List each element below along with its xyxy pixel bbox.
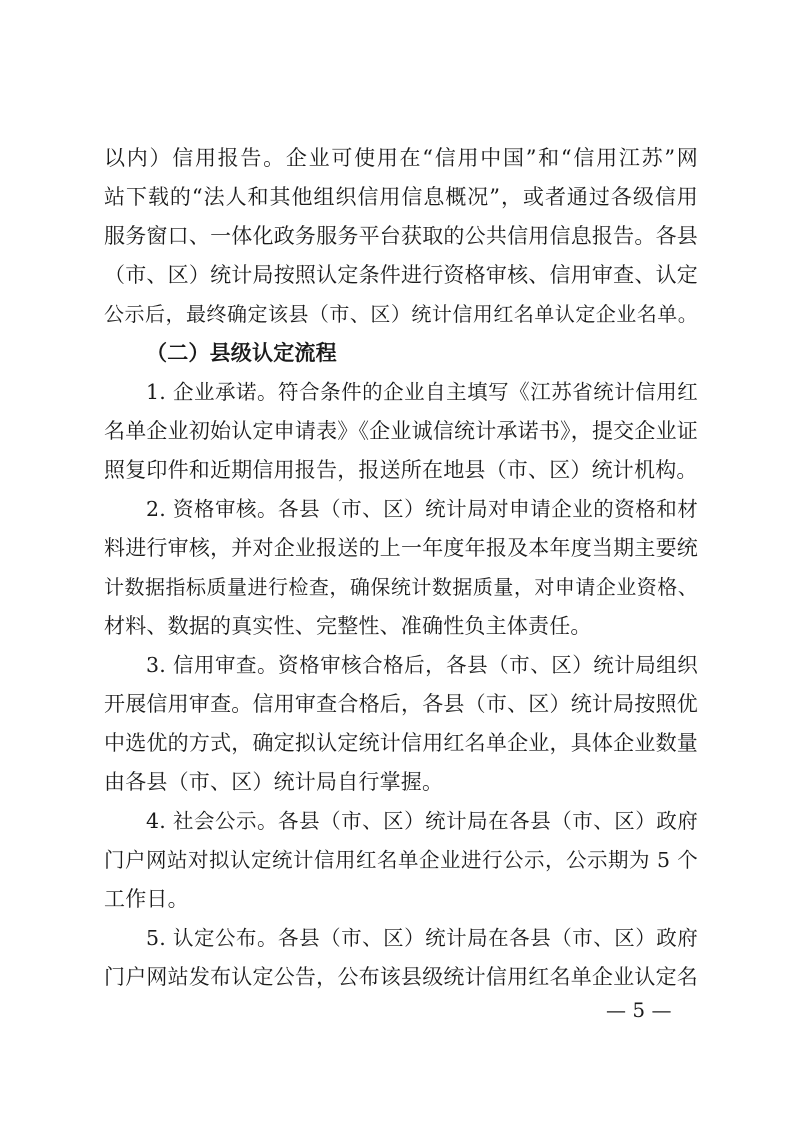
body-text-line: 开展信用审查。信用审查合格后，各县（市、区）统计局按照优 [104,692,698,716]
body-text-line: 以内）信用报告。企业可使用在“信用中国”和“信用江苏”网 [104,146,698,170]
body-text-line: 照复印件和近期信用报告，报送所在地县（市、区）统计机构。 [104,458,698,482]
body-text-line: 门户网站对拟认定统计信用红名单企业进行公示，公示期为 5 个 [104,848,698,872]
body-text-line: 料进行审核，并对企业报送的上一年度年报及本年度当期主要统 [104,536,698,560]
section-heading: （二）县级认定流程 [146,341,337,365]
body-text-line: 工作日。 [104,887,189,911]
body-text-line: 名单企业初始认定申请表》《企业诚信统计承诺书》，提交企业证 [104,419,698,443]
body-text-line: 公示后，最终确定该县（市、区）统计信用红名单认定企业名单。 [104,302,698,326]
paragraph-first-line: 4. 社会公示。各县（市、区）统计局在各县（市、区）政府 [146,809,698,833]
paragraph-first-line: 1. 企业承诺。符合条件的企业自主填写《江苏省统计信用红 [146,380,698,404]
body-text-line: （市、区）统计局按照认定条件进行资格审核、信用审查、认定 [104,263,698,287]
body-text-line: 站下载的“法人和其他组织信用信息概况”，或者通过各级信用 [104,185,698,209]
page-number: — 5 — [606,998,672,1022]
body-text-line: 材料、数据的真实性、完整性、准确性负主体责任。 [104,614,592,638]
body-text-line: 中选优的方式，确定拟认定统计信用红名单企业，具体企业数量 [104,731,698,755]
body-text-line: 计数据指标质量进行检查，确保统计数据质量，对申请企业资格、 [104,575,698,599]
paragraph-first-line: 2. 资格审核。各县（市、区）统计局对申请企业的资格和材 [146,497,698,521]
body-text-line: 服务窗口、一体化政务服务平台获取的公共信用信息报告。各县 [104,224,698,248]
body-text-line: 由各县（市、区）统计局自行掌握。 [104,770,444,794]
paragraph-first-line: 3. 信用审查。资格审核合格后，各县（市、区）统计局组织 [146,653,698,677]
paragraph-first-line: 5. 认定公布。各县（市、区）统计局在各县（市、区）政府 [146,926,698,950]
body-text-line: 门户网站发布认定公告，公布该县级统计信用红名单企业认定名 [104,965,698,989]
